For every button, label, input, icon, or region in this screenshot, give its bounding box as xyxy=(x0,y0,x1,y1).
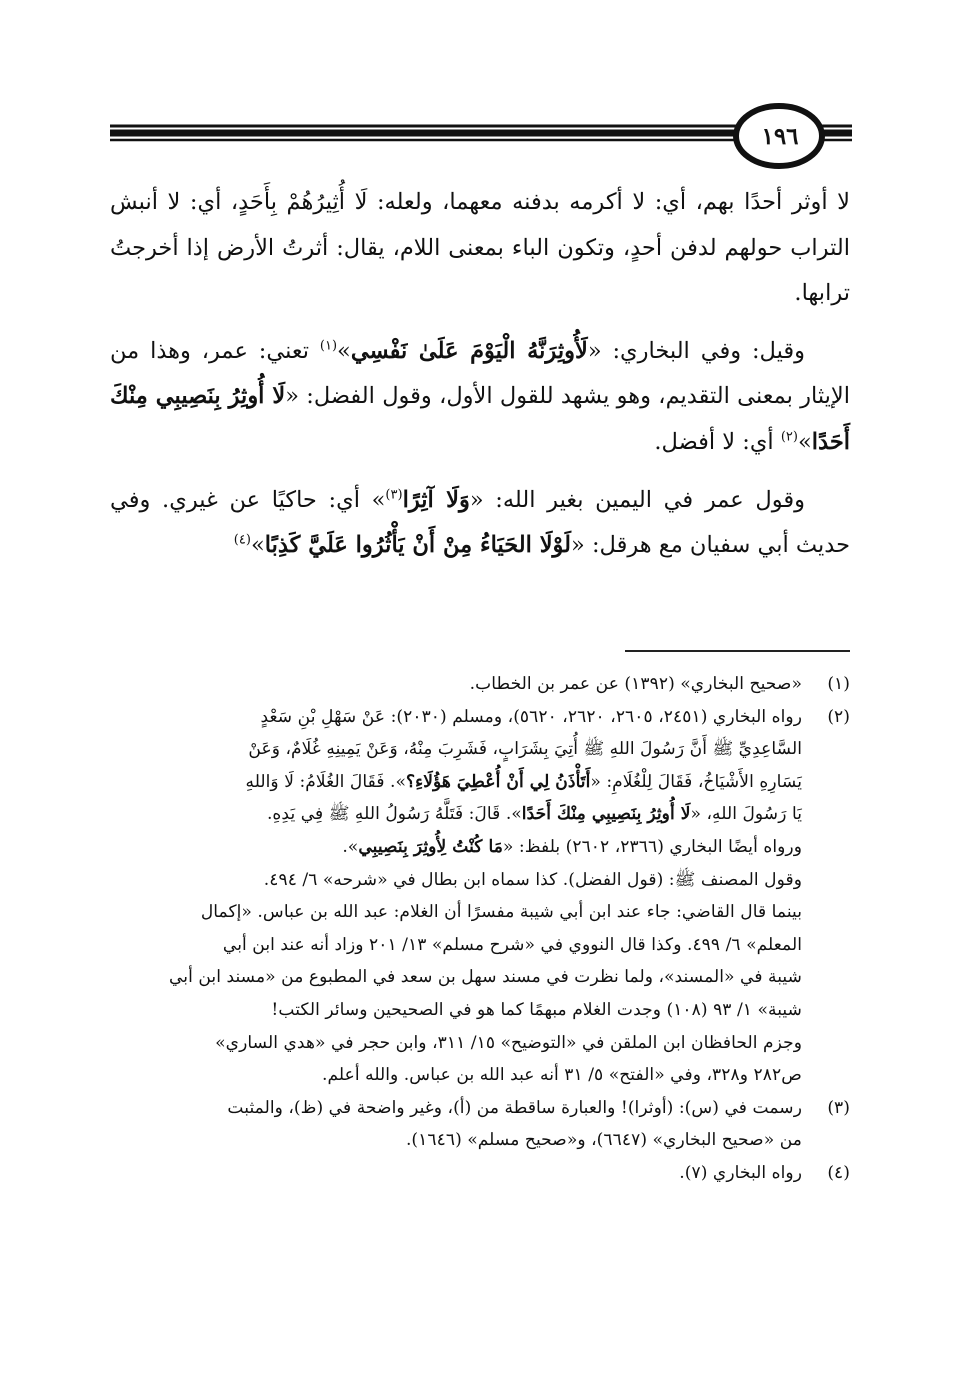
footnote-1 xyxy=(110,668,850,701)
footnote-quote: لَا أُوثِرُ بِنَصِيبِي مِنْكَ أَحَدًا xyxy=(521,804,691,825)
footnote-number: (٣) xyxy=(827,1097,850,1118)
footnote-line: رسمت في (س): (أوثرا)! والعبارة ساقطة من (أ)، وغير واضحة في (ظ)، والمثبت xyxy=(227,1097,802,1118)
footnote-ref-2[interactable]: (٢) xyxy=(780,429,798,445)
footnote-number: (٢) xyxy=(827,706,850,727)
footnote-number: (٤) xyxy=(827,1162,850,1183)
quote-la-uthiranna: لَأُوثِرَنَّهُ الْيَوْمَ عَلَىٰ نَفْسِي xyxy=(350,337,588,364)
footnote-line: شيبة» ١/ ٩٣ (١٠٨) وجدت الغلام مبهمًا كما هو في الصحيحين وسائر الكتب! xyxy=(271,999,802,1020)
footnote-line: المعلم» ٦/ ٤٩٩. وكذا قال النووي في «شرح مسلم» ١٣/ ٢٠١ وزاد أنه عند ابن أبي xyxy=(222,934,802,955)
p3-text-a: وقول عمر في اليمين بغير الله: « xyxy=(469,486,805,513)
footnote-2 xyxy=(110,701,850,1092)
p3-text-b: » أي: حاكيًا عن غيري. وفي حديث أبي سفيان مع هرقل: « xyxy=(110,486,850,559)
footnote-segment: ». قَالَ: فَتَلَّهُ رَسُولُ اللهِ ﷺ فِي يَدِهِ. xyxy=(266,804,522,825)
quote-lawla-alhaya: لَوْلَا الحَيَاءُ مِنْ أَنْ يَأْثُرُوا عَلَيَّ كَذِبًا xyxy=(264,532,572,559)
page-number: ١٩٦ xyxy=(761,123,799,150)
footnote-line: بينما قال القاضي: جاء عند ابن أبي شيبة مفسرًا أن الغلام: عبد الله بن عباس. «إكمال xyxy=(200,902,802,923)
p3-text-c: » xyxy=(250,532,265,559)
footnote-segment: يَسَارِهِ الأَشْيَاخُ، فَقَالَ لِلْغُلَامِ: « xyxy=(590,771,802,792)
p2-text-b: » xyxy=(337,337,351,364)
header-ornament xyxy=(0,0,956,200)
footnote-line: ص٢٨٢ و٣٢٨، وفي «الفتح» ٥/ ٣١ أنه عبد الله بن عباس. والله أعلم. xyxy=(322,1065,802,1086)
footnote-ref-3[interactable]: (٣) xyxy=(385,487,403,503)
footnote-ref-4[interactable]: (٤) xyxy=(233,532,251,548)
footnote-3 xyxy=(110,1092,850,1157)
quote-la-uthiru: لَا أُوثِرُ بِنَصِيبِي مِنْكَ أَحَدًا xyxy=(110,383,850,455)
footnote-line xyxy=(110,831,802,864)
footnote-line: وقول المصنف ﷺ: (قول الفضل). كذا سماه ابن بطال في «شرحه» ٦/ ٤٩٤. xyxy=(263,869,802,890)
footnote-line: وجزم الحافظان ابن الملقن في «التوضيح» ١٥/ ٣١١، وابن حجر في «هدي الساري» xyxy=(215,1032,802,1053)
paragraph-3 xyxy=(110,478,850,569)
footnote-number: (١) xyxy=(827,674,850,694)
paragraph-1: لا أوثر أحدًا بهم، أي: لا أكرمه بدفنه معهما، ولعله: لَا أُثِيرُهُمْ بِأَحَدٍ، أي: لا أنبش التراب حولهم لدفن أحدٍ، وتكون الباء بمعنى اللام، يقال: أثرتُ الأرض إذا أخرجتُ ترابها. xyxy=(110,189,850,307)
main-text xyxy=(110,180,850,569)
p2-text-a: وقيل: وفي البخاري: « xyxy=(587,337,805,364)
footnote-ref-1[interactable]: (١) xyxy=(319,338,338,354)
footnote-separator xyxy=(625,650,850,652)
footnote-segment: ». xyxy=(342,836,359,857)
quote-wala-athiran: وَلَا آثِرًا xyxy=(402,486,470,513)
footnotes xyxy=(110,668,850,1190)
footnote-segment: ورواه أيضًا البخاري (٢٣٦٦، ٢٦٠٢) بلفظ: « xyxy=(502,836,802,857)
footnote-line: السَّاعِدِيِّ ﷺ أَنَّ رَسُولَ اللهِ ﷺ أُتِيَ بِشَرَابٍ، فَشَرِبَ مِنْهُ، وَعَنْ يَمِينِهِ غُلَامٌ، وَعَنْ xyxy=(248,739,802,760)
footnote-segment: ». فَقَالَ الغُلَامُ: لَا وَاللهِ xyxy=(245,771,406,792)
footnote-text: «صحيح البخاري» (١٣٩٢) عن عمر بن الخطاب. xyxy=(469,674,802,694)
footnote-line: من «صحيح البخاري» (٦٦٤٧)، و«صحيح مسلم» (١٦٤٦). xyxy=(405,1130,802,1151)
footnote-segment: يَا رَسُولَ اللهِ، « xyxy=(690,804,802,825)
footnote-text: رواه البخاري (٧). xyxy=(679,1162,802,1183)
page-header xyxy=(0,0,956,200)
footnote-quote: مَا كُنْتُ لِأُوثِرَ بِنَصِيبِي xyxy=(358,836,503,857)
footnote-4 xyxy=(110,1157,850,1190)
footnote-line: رواه البخاري (٢٤٥١، ٢٦٠٥، ٢٦٢٠، ٥٦٢٠)، ومسلم (٢٠٣٠): عَنْ سَهْلِ بْنِ سَعْدٍ xyxy=(260,706,802,727)
p2-text-c: تعني: عمر، وهذا من الإيثار بمعنى التقديم، وهو يشهد للقول الأول، وقول الفضل: « xyxy=(110,337,850,410)
footnote-line: شيبة في «المسند»، ولما نظرت في مسند سهل بن سعد في المطبوع من «مسند ابن أبي xyxy=(168,967,802,988)
p2-text-d: » xyxy=(797,428,812,455)
footnote-line xyxy=(110,766,802,799)
footnote-quote: أَتَأْذَنُ لِي أَنْ أُعْطِيَ هَؤُلَاءِ؟ xyxy=(406,771,591,792)
footnote-line xyxy=(110,798,802,831)
p2-text-e: أي: لا أفضل. xyxy=(654,428,781,455)
paragraph-2 xyxy=(110,329,850,466)
